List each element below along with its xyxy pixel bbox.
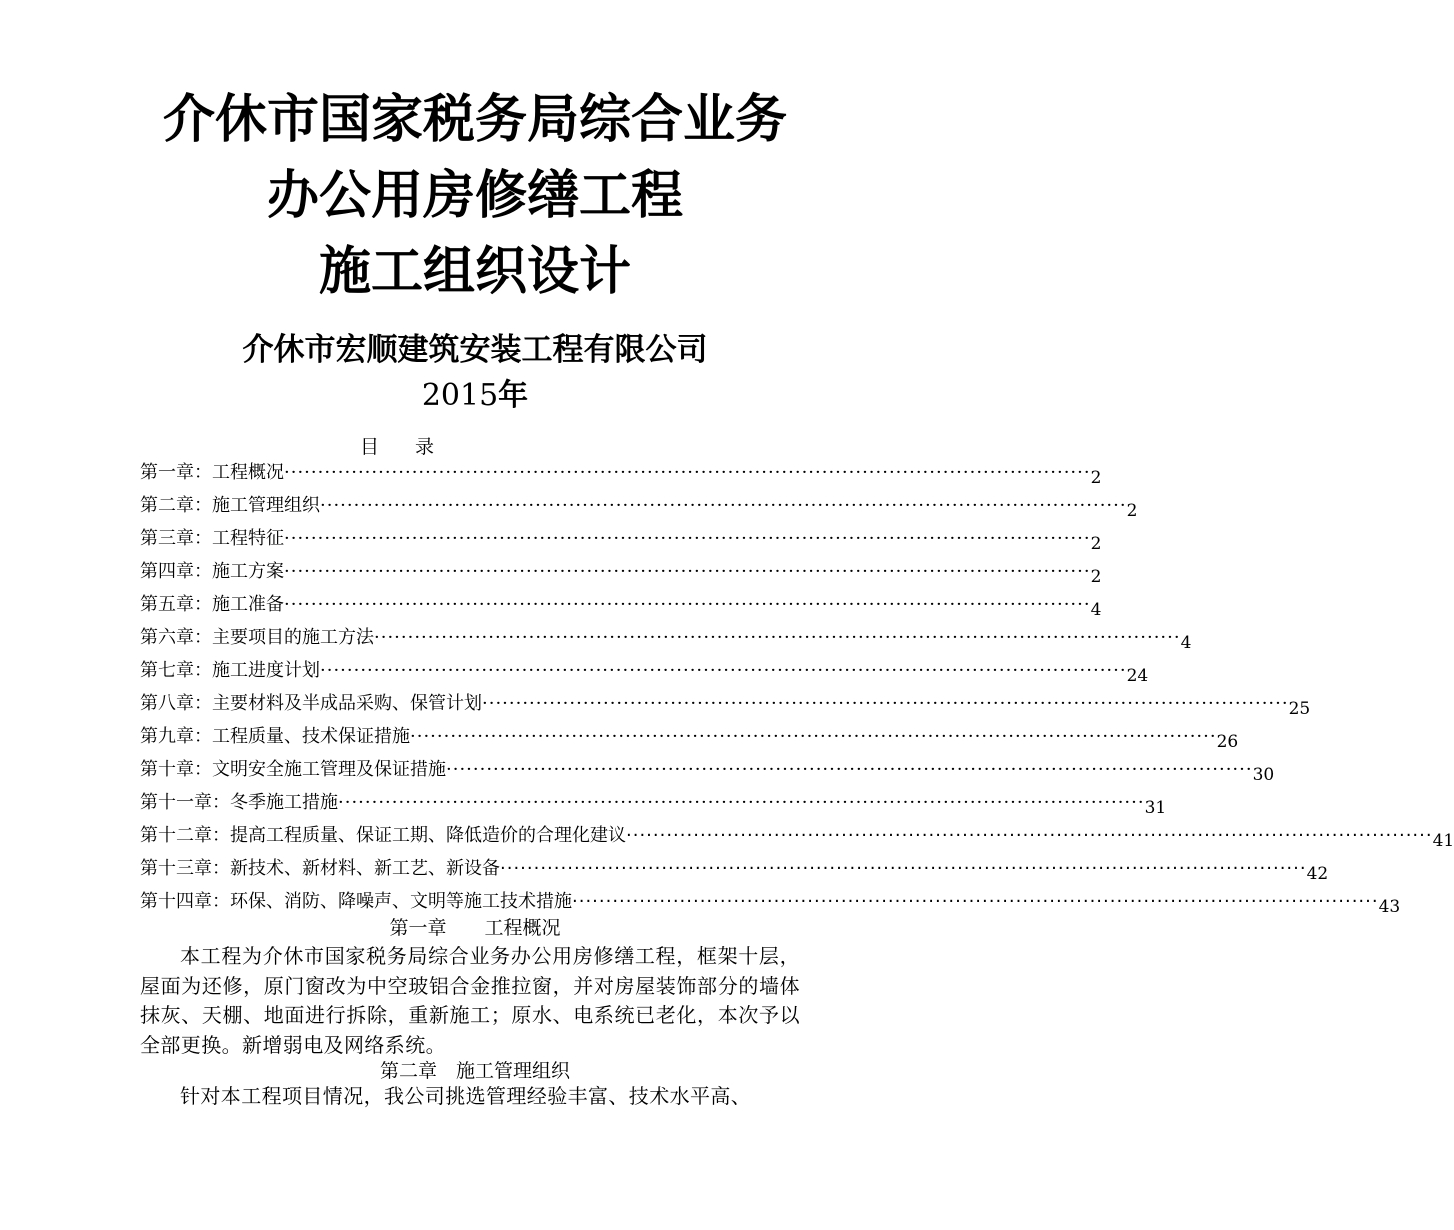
company-name: 介休市宏顺建筑安装工程有限公司 [242,332,708,368]
toc-entry-label: 第九章：工程质量、技术保证措施 [140,726,410,747]
toc-leader-dots: ························································································································ [500,858,1307,879]
chapter-2-heading: 第二章 施工管理组织 [379,1060,570,1082]
table-of-contents [140,456,1454,918]
toc-entry[interactable] [140,654,1149,687]
toc-entry[interactable] [140,819,1454,852]
document-title-line-3: 施工组织设计 [318,242,631,302]
toc-entry-label: 第十一章：冬季施工措施 [140,792,338,813]
year-number: 2015 [421,378,499,413]
toc-entry-page: 24 [1126,666,1149,686]
toc-entry[interactable] [140,588,1102,621]
toc-entry-label: 第十四章：环保、消防、降噪声、文明等施工技术措施 [140,891,572,912]
toc-entry-label: 第十二章：提高工程质量、保证工期、降低造价的合理化建议 [140,825,626,846]
toc-entry[interactable] [140,456,1102,489]
toc-entry-page: 42 [1306,864,1329,884]
toc-entry-page: 2 [1090,567,1102,587]
toc-entry-page: 26 [1216,732,1239,752]
toc-leader-dots: ························································································································ [446,759,1253,780]
toc-entry-page: 31 [1144,798,1167,818]
toc-entry-page: 2 [1126,501,1138,521]
chapter-2-body: 针对本工程项目情况，我公司挑选管理经验丰富、技术水平高、 [180,1084,752,1108]
toc-entry-label: 第三章：工程特征 [140,528,284,549]
chapter-1-body: 本工程为介休市国家税务局综合业务办公用房修缮工程，框架十层，屋面为还修，原门窗改为中空玻铝合金推拉窗，并对房屋装饰部分的墙体抹灰、天棚、地面进行拆除，重新施工；原水、电系统已老化，本次予以全部更换。新增弱电及网络系统。 [140,944,800,1057]
document-title-line-2: 办公用房修缮工程 [266,166,683,226]
toc-leader-dots: ························································································································ [284,594,1091,615]
toc-entry-label: 第七章：施工进度计划 [140,660,320,681]
toc-entry[interactable] [140,522,1102,555]
toc-leader-dots: ························································································································ [482,693,1289,714]
toc-entry-label: 第八章：主要材料及半成品采购、保管计划 [140,693,482,714]
toc-leader-dots: ························································································································ [572,891,1379,912]
toc-entry-label: 第四章：施工方案 [140,561,284,582]
toc-entry-label: 第一章：工程概况 [140,462,284,483]
toc-entry[interactable] [140,786,1167,819]
toc-entry-page: 4 [1090,600,1102,620]
toc-leader-dots: ························································································································ [410,726,1217,747]
chapter-1-heading: 第一章 工程概况 [389,917,561,939]
toc-leader-dots: ························································································································ [374,627,1181,648]
toc-entry-page: 4 [1180,633,1192,653]
toc-entry-page: 2 [1090,468,1102,488]
toc-entry-label: 第十三章：新技术、新材料、新工艺、新设备 [140,858,500,879]
toc-entry-label: 第六章：主要项目的施工方法 [140,627,374,648]
toc-entry-page: 30 [1252,765,1275,785]
toc-entry[interactable] [140,753,1275,786]
toc-leader-dots: ························································································································ [338,792,1145,813]
toc-leader-dots: ························································································································ [284,462,1091,483]
toc-entry-page: 41 [1432,831,1454,851]
toc-entry[interactable] [140,852,1329,885]
toc-entry-page: 2 [1090,534,1102,554]
toc-leader-dots: ························································································································ [320,660,1127,681]
toc-entry-label: 第十章：文明安全施工管理及保证措施 [140,759,446,780]
toc-entry[interactable] [140,489,1138,522]
toc-entry-label: 第五章：施工准备 [140,594,284,615]
toc-title: 目录 [359,436,470,458]
toc-leader-dots: ························································································································ [284,561,1091,582]
document-title-line-1: 介休市国家税务局综合业务 [162,90,787,150]
toc-leader-dots: ························································································································ [320,495,1127,516]
year-suffix: 年 [498,378,529,413]
toc-entry[interactable] [140,885,1401,918]
document-year [0,378,950,414]
toc-entry[interactable] [140,687,1311,720]
toc-entry[interactable] [140,720,1239,753]
toc-entry-page: 43 [1378,897,1401,917]
toc-entry-label: 第二章：施工管理组织 [140,495,320,516]
toc-leader-dots: ························································································································ [626,825,1433,846]
toc-entry[interactable] [140,555,1102,588]
toc-entry[interactable] [140,621,1192,654]
toc-entry-page: 25 [1288,699,1311,719]
toc-leader-dots: ························································································································ [284,528,1091,549]
